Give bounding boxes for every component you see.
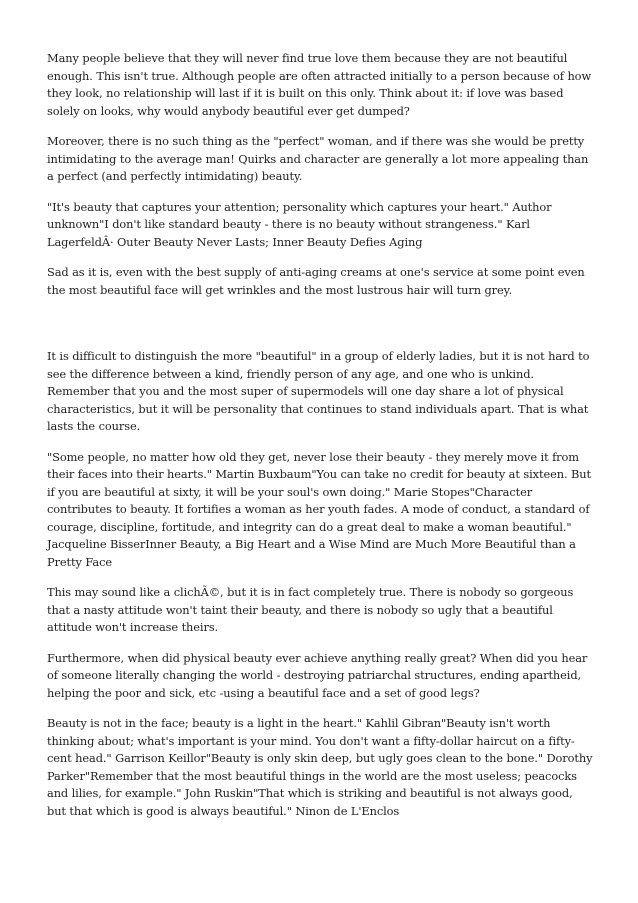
paragraph: Sad as it is, even with the best supply of anti-aging creams at one's service at some point even the most beautiful face will get wrinkles and the most lustrous hair will turn grey.: [47, 265, 585, 297]
paragraph: It is difficult to distinguish the more "beautiful" in a group of elderly ladies, but it is not hard to see the difference between a kind, friendly person of any age, and one who is unkind. Remember that you and the most super of supermodels will one day share a lot of physical characteristics, but it will be personality that continues to stand individuals apart. That is what lasts the course.: [47, 349, 590, 433]
paragraph: Furthermore, when did physical beauty ever achieve anything really great? When did you hear of someone literally changing the world - destroying patriarchal structures, ending apartheid, helping the poor and sick, etc -using a beautiful face and a set of good legs?: [47, 650, 588, 700]
blank-gap: [47, 312, 595, 348]
paragraph: "Some people, no matter how old they get, never lose their beauty - they merely move it from their faces into their hearts." Martin Buxbaum"You can take no credit for beauty at sixteen. But if you are beautiful at sixty, it will be your soul's own doing." Marie Stopes"Character contributes to beauty. It fortifies a woman as her youth fades. A mode of conduct, a standard of courage, discipline, fortitude, and integrity can do a great deal to make a woman beautiful." Jacqueline BisserInner Beauty, a Big Heart and a Wise Mind are Much More Beautiful than a Pretty Face: [47, 449, 592, 569]
paragraph: "It's beauty that captures your attention; personality which captures your heart." Author unknown"I don't like standard beauty - there is no beauty without strangeness." Karl LagerfeldÂ· Outer Beauty Never Lasts; Inner Beauty Defies Aging: [47, 199, 552, 249]
paragraph: Moreover, there is no such thing as the "perfect" woman, and if there was she would be pretty intimidating to the average man! Quirks and character are generally a lot more appealing than a perfect (and perfectly intimidating) beauty.: [47, 134, 589, 183]
paragraph: Beauty is not in the face; beauty is a light in the heart." Kahlil Gibran"Beauty isn't worth thinking about; what's important is your mind. You don't want a fifty-dollar haircut on a fifty-cent head." Garrison Keillor"Beauty is only skin deep, but ugly goes clean to the bone." Dorothy Parker"Remember that the most beautiful things in the world are the most useless; peacocks and lilies, for example." John Ruskin"That which is striking and beautiful is not always good, but that which is good is always beautiful." Ninon de L'Enclos: [47, 716, 593, 818]
document-body: [47, 50, 595, 833]
paragraph: This may sound like a clichÃ©, but it is in fact completely true. There is nobody so gorgeous that a nasty attitude won't taint their beauty, and there is nobody so ugly that a beautiful attitude won't increase theirs.: [47, 585, 574, 634]
paragraph: Many people believe that they will never find true love them because they are not beautiful enough. This isn't true. Although people are often attracted initially to a person because of how they look, no relationship will last if it is built on this only. Think about it: if love was based solely on looks, why would anybody beautiful ever get dumped?: [47, 51, 592, 118]
